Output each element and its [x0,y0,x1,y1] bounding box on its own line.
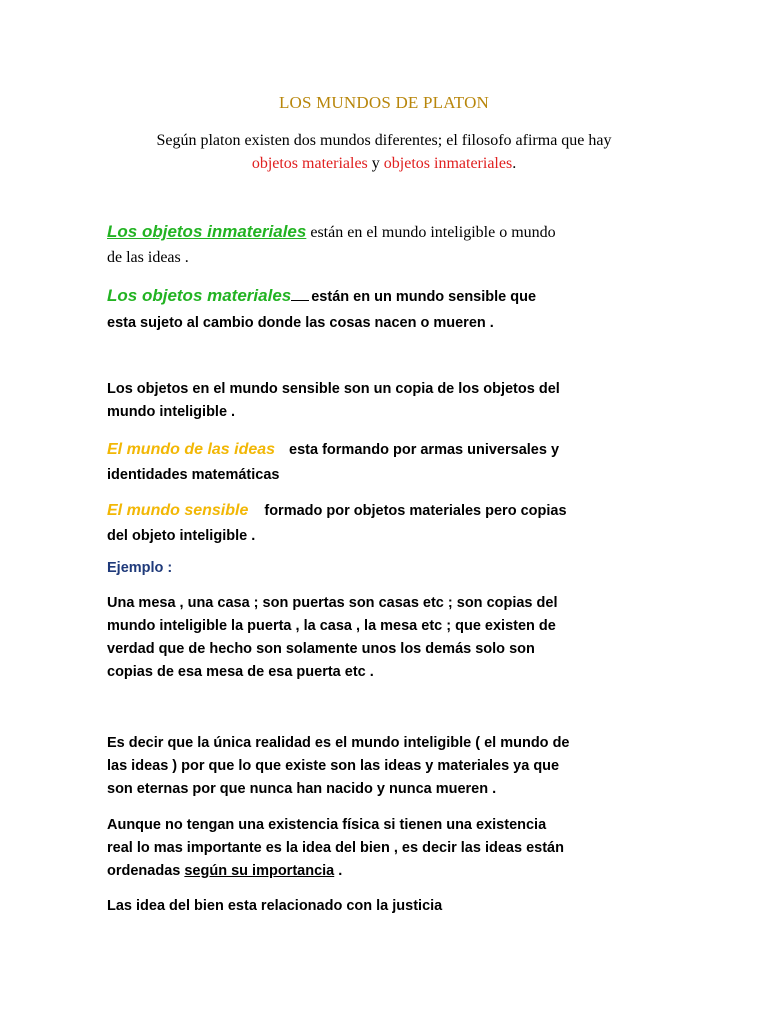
intro-connector: y [367,155,384,172]
immaterial-line-1-text: están en el mundo inteligible o mundo [306,224,556,241]
copy-line-1: Los objetos en el mundo sensible son un copia de los objetos del [107,381,560,397]
immaterial-line-2: de las ideas . [107,249,189,266]
intro-paragraph [0,129,768,175]
justice-paragraph [107,895,667,918]
sensible-line-2: del objeto inteligible . [107,528,256,544]
example-line-2: mundo inteligible la puerta , la casa , la mesa etc ; que existen de [107,618,556,634]
example-line-1: Una mesa , una casa ; son puertas son casas etc ; son copias del [107,595,558,611]
intro-material-term: objetos materiales [251,155,368,172]
material-objects-paragraph [107,283,667,336]
sensible-line-1-text: formado por objetos materiales pero copias [264,503,567,519]
ideas-line-1 [107,437,667,463]
example-paragraph [107,592,667,684]
ideas-line-1-text: esta formando por armas universales y [289,442,560,458]
example-line-4: copias de esa mesa de esa puerta etc . [107,664,374,680]
example-heading-block [107,560,667,576]
reality-line-3: son eternas por que nunca han nacido y nunca mueren . [107,781,497,797]
good-line-2: real lo mas importante es la idea del bien , es decir las ideas están [107,840,564,856]
good-line-3 [107,860,667,883]
reality-paragraph [107,732,667,801]
reality-line-1: Es decir que la única realidad es el mundo inteligible ( el mundo de [107,735,570,751]
intro-end: . [512,155,517,172]
intro-line-2 [0,152,768,175]
immaterial-objects-paragraph [107,219,667,270]
justice-line-1: Las idea del bien esta relacionado con la justicia [107,898,443,914]
example-heading: Ejemplo : [107,560,173,576]
immaterial-objects-heading: Los objetos inmateriales [107,222,307,241]
material-line-2: esta sujeto al cambio donde las cosas nacen o mueren . [107,315,494,331]
material-objects-heading: Los objetos materiales [107,286,292,305]
page-title: LOS MUNDOS DE PLATON [278,93,490,112]
immaterial-line-1 [107,219,667,245]
copy-line-2: mundo inteligible . [107,404,236,420]
ideas-world-heading: El mundo de las ideas [107,441,276,458]
importance-link[interactable]: según su importancia [184,863,335,879]
sensible-world-paragraph [107,498,667,549]
intro-line-1: Según platon existen dos mundos diferentes; el filosofo afirma que hay [156,132,612,149]
material-line-1-text: están en un mundo sensible que [311,289,537,305]
material-line-1 [107,283,667,310]
sensible-line-1 [107,498,667,524]
intro-immaterial-term: objetos inmateriales [383,155,513,172]
good-idea-paragraph [107,814,667,883]
sensible-world-heading: El mundo sensible [107,502,249,519]
good-line-1: Aunque no tengan una existencia física si tienen una existencia [107,817,547,833]
copy-paragraph [107,378,667,424]
good-line-3-end: . [334,863,343,879]
heading-gap-underline [291,286,309,301]
example-line-3: verdad que de hecho son solamente unos los demás solo son [107,641,535,657]
good-line-3-start: ordenadas [107,863,185,879]
ideas-world-paragraph [107,437,667,488]
ideas-line-2: identidades matemáticas [107,467,280,483]
reality-line-2: las ideas ) por que lo que existe son las ideas y materiales ya que [107,758,560,774]
